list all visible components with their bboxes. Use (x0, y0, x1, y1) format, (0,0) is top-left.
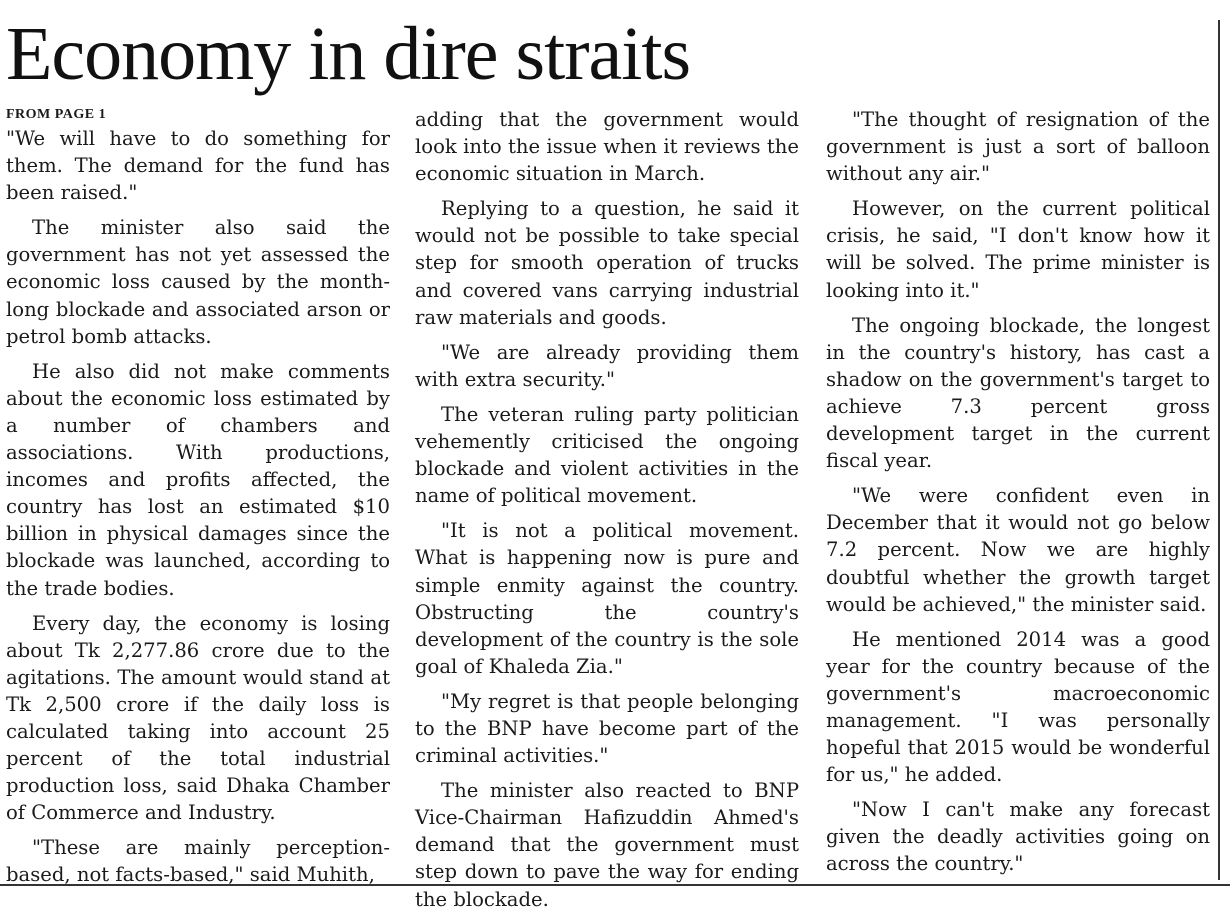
paragraph: "Now I can't make any forecast given the deadly activities going on across the country." (826, 798, 1210, 876)
continuation-kicker: FROM PAGE 1 (6, 107, 107, 122)
paragraph: He mentioned 2014 was a good year for the country because of the government's macroeconomic management. "I was personally hopeful that 2015 would be wonderful for us," he added. (826, 627, 1210, 787)
paragraph: The veteran ruling party politician vehemently criticised the ongoing blockade and violent activities in the name of political movement. (415, 402, 799, 508)
paragraph: "These are mainly perception-based, not facts-based," said Muhith, (6, 836, 390, 887)
article-column-3 (826, 106, 1210, 886)
paragraph: adding that the government would look into the issue when it reviews the economic situation in March. (415, 108, 799, 186)
paragraph: However, on the current political crisis, he said, "I don't know how it will be solved. The prime minister is looking into it." (826, 197, 1210, 302)
paragraph: He also did not make comments about the economic loss estimated by a number of chambers and associations. With productions, incomes and profits affected, the country has lost an estimated $10 billion in physical damages since the blockade was launched, according to the trade bodies. (6, 359, 390, 600)
paragraph: Replying to a question, he said it would not be possible to take special step for smooth operation of trucks and covered vans carrying industrial raw materials and goods. (415, 197, 799, 329)
column-rule-right (1218, 20, 1220, 880)
paragraph: The minister also said the government has not yet assessed the economic loss caused by the month-long blockade and associated arson or petrol bomb attacks. (6, 216, 390, 348)
paragraph: "We were confident even in December that it would not go below 7.2 percent. Now we are highly doubtful whether the growth target would be achieved," the minister said. (826, 484, 1210, 616)
paragraph: Every day, the economy is losing about Tk 2,277.86 crore due to the agitations. The amount would stand at Tk 2,500 crore if the daily loss is calculated taking into account 25 percent of the total industrial production loss, said Dhaka Chamber of Commerce and Industry. (6, 611, 390, 825)
paragraph: "The thought of resignation of the government is just a sort of balloon without any air." (826, 108, 1210, 186)
paragraph: The ongoing blockade, the longest in the country's history, has cast a shadow on the government's target to achieve 7.3 percent gross development target in the current fiscal year. (826, 313, 1210, 473)
paragraph: "My regret is that people belonging to the BNP have become part of the criminal activities." (415, 689, 799, 768)
headline: Economy in dire straits (6, 12, 691, 96)
paragraph: "We are already providing them with extra security." (415, 340, 799, 391)
article-column-1 (6, 106, 390, 897)
paragraph: The minister also reacted to BNP Vice-Chairman Hafizuddin Ahmed's demand that the government must step down to pave the way for ending the blockade. (415, 779, 799, 911)
article-column-2 (415, 106, 799, 921)
paragraph: "It is not a political movement. What is happening now is pure and simple enmity against the country. Obstructing the country's development of the country is the sole goal of Khaleda Zia." (415, 519, 799, 678)
paragraph: "We will have to do something for them. The demand for the fund has been raised." (6, 127, 390, 205)
